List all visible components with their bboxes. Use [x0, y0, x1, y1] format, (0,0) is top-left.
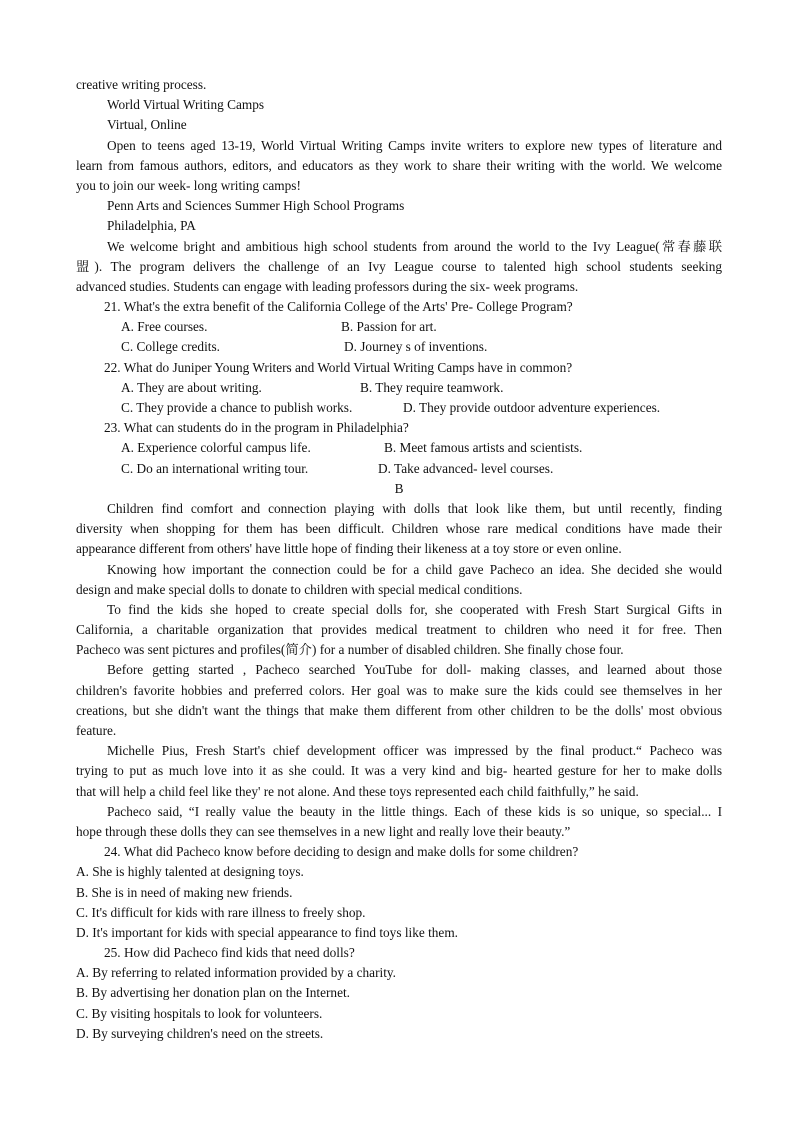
question-22-options-row-1	[76, 378, 722, 398]
option-d: D. It's important for kids with special appearance to find toys like them.	[76, 924, 458, 940]
option-a: A. Free courses.	[121, 319, 208, 335]
option-d: D. Take advanced- level courses.	[378, 460, 554, 476]
passage-line: children's favorite hobbies and preferred colors. Her goal was to make sure the kids could see themselves in her	[76, 682, 722, 698]
option-b: B. They require teamwork.	[360, 379, 504, 395]
question-23-options-row-1	[76, 438, 722, 458]
option-a: A. She is highly talented at designing toys.	[76, 864, 304, 880]
option-a: A. Experience colorful campus life.	[121, 440, 311, 456]
option-c: C. Do an international writing tour.	[121, 460, 309, 476]
option-d: D. They provide outdoor adventure experiences.	[403, 400, 661, 415]
option-c: C. By visiting hospitals to look for volunteers.	[76, 1005, 323, 1021]
passage-line: creations, but she didn't want the things that make them different from other children to be the dolls' most obvious	[76, 702, 722, 718]
option-b: B. Meet famous artists and scientists.	[384, 440, 583, 456]
passage-line: Before getting started , Pacheco searched YouTube for doll- making classes, and learned about those	[107, 662, 722, 678]
program-desc-line: advanced studies. Students can engage with leading professors during the six- week programs.	[76, 278, 579, 294]
passage-line: appearance different from others' have little hope of finding their likeness at a toy store or even online.	[76, 541, 622, 557]
question-25-stem: 25. How did Pacheco find kids that need dolls?	[104, 945, 355, 961]
question-23-stem: 23. What can students do in the program in Philadelphia?	[104, 420, 409, 436]
passage-line: Children find comfort and connection playing with dolls that look like them, but until recently, finding	[107, 500, 722, 516]
passage-line: Pacheco was sent pictures and profiles(简介) for a number of disabled children. She finally chose four.	[76, 642, 624, 658]
option-b: B. By advertising her donation plan on the Internet.	[76, 985, 351, 1001]
passage-line: Michelle Pius, Fresh Start's chief development officer was impressed by the final product.“ Pacheco was	[107, 743, 722, 759]
passage-line: Pacheco said, “I really value the beauty in the little things. Each of these kids is so unique, so special... I	[107, 803, 722, 819]
option-c: C. It's difficult for kids with rare illness to freely shop.	[76, 904, 366, 920]
question-21-options-row-1	[76, 317, 722, 337]
option-b: B. Passion for art.	[341, 319, 437, 335]
option-a: A. They are about writing.	[121, 379, 262, 395]
option-b: B. She is in need of making new friends.	[76, 884, 293, 900]
question-21-options-row-2	[76, 337, 722, 357]
program-name-world-virtual: World Virtual Writing Camps	[107, 97, 265, 113]
passage-line: feature.	[76, 723, 117, 738]
option-c: C. College credits.	[121, 339, 220, 355]
question-24-stem: 24. What did Pacheco know before deciding to design and make dolls for some children?	[104, 844, 579, 860]
question-22-stem: 22. What do Juniper Young Writers and World Virtual Writing Camps have in common?	[104, 359, 573, 375]
passage-line: design and make special dolls to donate to children with special medical conditions.	[76, 581, 523, 597]
passage-line: To find the kids she hoped to create special dolls for, she cooperated with Fresh Start Surgical Gifts in	[107, 601, 722, 617]
program-desc-line: you to join our week- long writing camps!	[76, 177, 301, 193]
section-b-heading: B	[394, 480, 404, 496]
program-desc-line: learn from famous authors, editors, and educators as they work to share their writing with the world. We welcome	[76, 157, 722, 173]
passage-line: hope through these dolls they can see themselves in a new light and really love their beauty.”	[76, 823, 571, 839]
option-d: D. Journey s of inventions.	[344, 339, 488, 355]
question-22-options-row-2	[76, 398, 722, 418]
program-name-penn: Penn Arts and Sciences Summer High School Programs	[107, 198, 405, 214]
program-location-penn: Philadelphia, PA	[107, 218, 196, 234]
passage-line: Knowing how important the connection could be for a child gave Pacheco an idea. She decided she would	[107, 561, 722, 577]
option-a: A. By referring to related information provided by a charity.	[76, 965, 397, 981]
exam-page	[76, 75, 722, 1044]
question-21-stem: 21. What's the extra benefit of the California College of the Arts' Pre- College Program?	[104, 299, 573, 315]
option-c: C. They provide a chance to publish works.	[121, 400, 353, 415]
program-desc-line: We welcome bright and ambitious high school students from around the world to the Ivy League(常春藤联	[107, 238, 722, 254]
program-desc-line: Open to teens aged 13-19, World Virtual Writing Camps invite writers to explore new types of literature and	[107, 137, 722, 153]
passage-line: diversity when shopping for them has been difficult. Children whose rare medical conditions have made their	[76, 521, 722, 537]
passage-line: trying to put as much love into it as she could. It was a very kind and big- hearted gesture for her to make dolls	[76, 763, 722, 779]
intro-end-line: creative writing process.	[76, 77, 207, 92]
passage-line: that will help a child feel like they' re not alone. And these toys represented each child faithfully,” he said.	[76, 783, 639, 799]
option-d: D. By surveying children's need on the streets.	[76, 1025, 324, 1041]
passage-line: California, a charitable organization that provides medical treatment to children who need it for free. Then	[76, 622, 722, 638]
program-desc-line: 盟). The program delivers the challenge of an Ivy League course to talented high school students seeking	[76, 258, 722, 274]
program-location-world-virtual: Virtual, Online	[107, 117, 187, 133]
question-23-options-row-2	[76, 459, 722, 479]
